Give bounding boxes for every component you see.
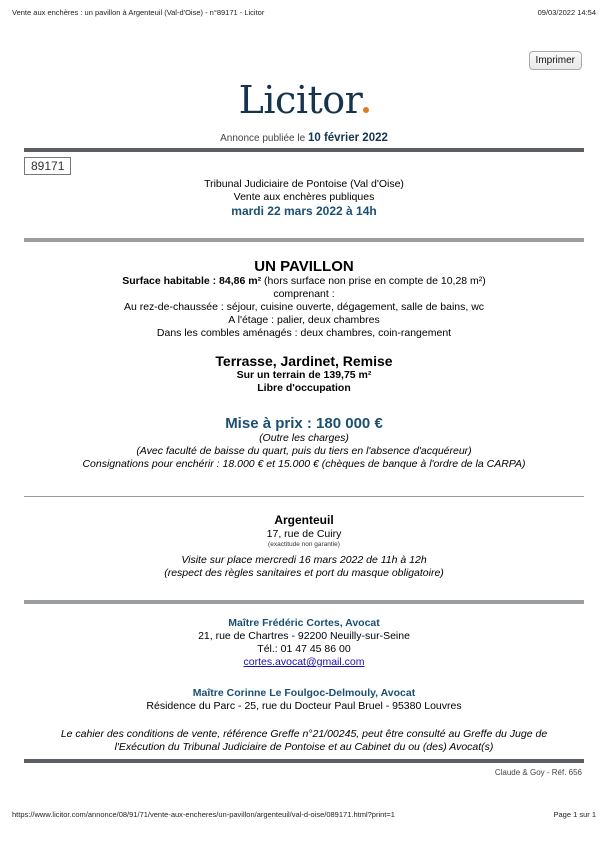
divider-rule (24, 496, 584, 497)
ground-floor: Au rez-de-chaussée : séjour, cuisine ouverte, dégagement, salle de bains, wc (123, 301, 485, 313)
surface-label: Surface habitable : 84,86 m² (122, 275, 262, 287)
attic: Dans les combles aménagés : deux chambres, coin-rangement (156, 327, 452, 339)
occupancy: Libre d'occupation (257, 382, 351, 394)
conditions-line-2: l'Exécution du Tribunal Judiciaire de Pontoise et au Cabinet du ou (des) Avocat(s) (114, 741, 494, 753)
lawyer-1-name: Maître Frédéric Cortes, Avocat (228, 617, 380, 629)
charges-note: (Outre les charges) (259, 432, 349, 444)
surface-note: (hors surface non prise en compte de 10,28 m²) (264, 275, 486, 287)
published-date: 10 février 2022 (307, 132, 388, 144)
print-header-datetime: 09/03/2022 14:54 (537, 8, 596, 17)
property-title: UN PAVILLON (254, 258, 354, 275)
sale-date: mardi 22 mars 2022 à 14h (231, 204, 377, 218)
property-info (24, 258, 584, 340)
divider-bar (24, 238, 584, 242)
sale-type: Vente aux enchères publiques (233, 191, 375, 203)
visit-note: (respect des règles sanitaires et port du masque obligatoire) (164, 567, 444, 579)
court-name: Tribunal Judiciaire de Pontoise (Val d'Oise) (204, 178, 404, 190)
upper-floor: A l'étage : palier, deux chambres (228, 314, 380, 326)
print-header-title: Vente aux enchères : un pavillon à Argenteuil (Val-d'Oise) - n°89171 - Licitor (12, 8, 265, 17)
reference-number: 89171 (24, 157, 71, 175)
land-size: Sur un terrain de 139,75 m² (236, 369, 372, 381)
visit-info: Visite sur place mercredi 16 mars 2022 de 11h à 12h (181, 554, 427, 566)
footnote: Claude & Goy - Réf. 656 (494, 768, 582, 777)
street: 17, rue de Cuiry (266, 528, 342, 540)
print-footer-page: Page 1 sur 1 (553, 810, 596, 819)
lawyer-1-phone: Tél.: 01 47 45 86 00 (257, 643, 351, 655)
location-info (24, 513, 584, 580)
logo-dot-icon (363, 107, 369, 113)
accuracy-note: (exactitude non garantie) (268, 541, 340, 548)
conditions-line-1: Le cahier des conditions de vente, référence Greffe n°21/00245, peut être consulté au Greffe du Juge de (60, 728, 548, 740)
print-footer-url: https://www.licitor.com/annonce/08/91/71/vente-aux-encheres/un-pavillon/argenteuil/val-d-oise/089171.html?print=1 (12, 810, 395, 819)
print-button[interactable]: Imprimer (529, 51, 582, 70)
logo-text: Licitor (238, 78, 363, 122)
publication-date (0, 132, 608, 144)
lawyer-1-address: 21, rue de Chartres - 92200 Neuilly-sur-Seine (198, 630, 410, 642)
print-footer (12, 810, 596, 819)
print-header (12, 8, 596, 17)
licitor-logo (0, 78, 608, 122)
lawyer-2-name: Maître Corinne Le Foulgoc-Delmouly, Avocat (192, 687, 416, 699)
court-info (24, 178, 584, 218)
divider-bar (24, 759, 584, 763)
lawyer-2 (24, 687, 584, 713)
extras-info (24, 353, 584, 395)
divider-bar (24, 600, 584, 604)
deposit-note: Consignations pour enchérir : 18.000 € et 15.000 € (chèques de banque à l'ordre de la CARPA) (82, 458, 526, 470)
pricing-info (24, 415, 584, 471)
lawyer-2-address: Résidence du Parc - 25, rue du Docteur Paul Bruel - 95380 Louvres (146, 700, 462, 712)
city: Argenteuil (274, 513, 334, 527)
extras-title: Terrasse, Jardinet, Remise (215, 353, 393, 369)
published-prefix: Annonce publiée le (220, 133, 306, 144)
lawyer-1-email[interactable]: cortes.avocat@gmail.com (243, 656, 365, 668)
lawyer-1 (24, 617, 584, 669)
reduction-note: (Avec faculté de baisse du quart, puis du tiers en l'absence d'acquéreur) (136, 445, 472, 457)
conditions (24, 728, 584, 754)
comprising: comprenant : (273, 288, 335, 300)
surface-line (24, 275, 584, 288)
reserve-price: Mise à prix : 180 000 € (225, 415, 383, 432)
divider-bar (24, 148, 584, 152)
